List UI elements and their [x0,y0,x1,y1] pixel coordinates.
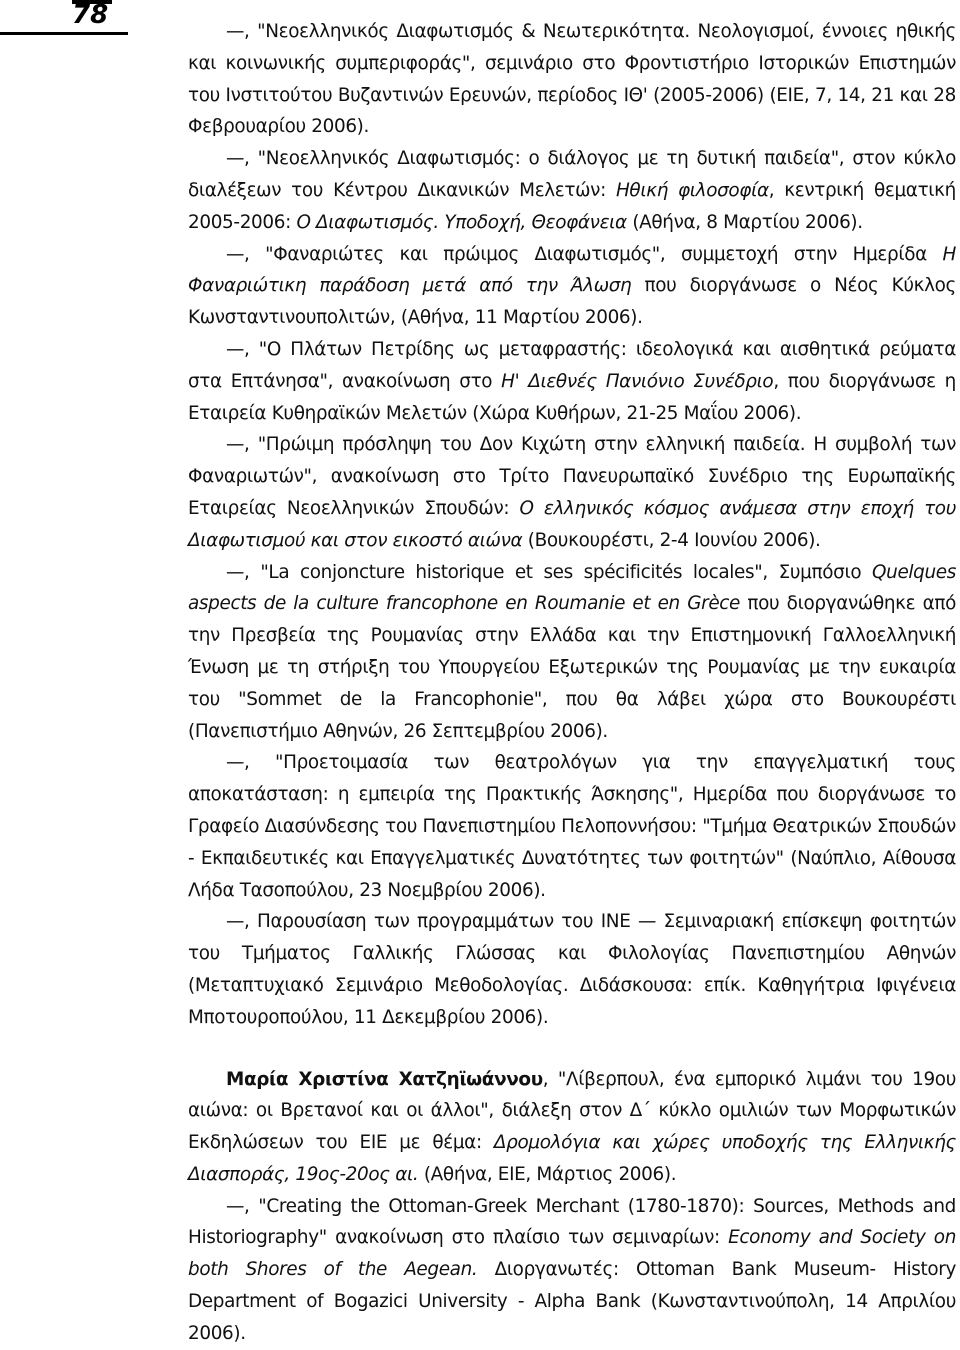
entry-7: —, "Προετοιμασία των θεατρολόγων για την επαγγελματική τους αποκατάσταση: η εμπειρία της Πρακτικής Άσκησης", Ημερίδα που διοργάνωσε το Γραφείο Διασύνδεσης του Πανεπιστημίου Πελοποννήσου: "Τμήμα Θεατρικών Σπουδών - Εκπαιδευτικές και Επαγγελματικές Δυνατότητες των φοιτητών" (Ναύπλιο, Αίθουσα Λήδα Τασοπούλου, 23 Νοεμβρίου 2006). [188,752,956,901]
entry-5: —, "Πρώιμη πρόσληψη του Δον Κιχώτη στην ελληνική παιδεία. Η συμβολή των Φαναριωτών", ανακοίνωση στο Τρίτο Πανευρωπαϊκό Συνέδριο της Ευρωπαϊκής Εταιρείας Νεοελληνικών Σπουδών: Ο ελληνικός κόσμος ανάμεσα στην εποχή του Διαφωτισμού και στον εικοστό αιώνα (Βουκουρέστι, 2-4 Ιουνίου 2006). [188,434,956,551]
author-name: Μαρία Χριστίνα Χατζηϊωάννου [226,1068,543,1090]
page-number: 78 [72,0,109,30]
entry-6: —, "La conjoncture historique et ses spécificités locales", Συμπόσιο Quelques aspects de la culture francophone en Roumanie et en Grèce που διοργανώθηκε από την Πρεσβεία της Ρουμανίας στην Ελλάδα και την Επιστημονική Γαλλοελληνική Ένωση με τη στήριξη του Υπουργείου Εξωτερικών της Ρουμανίας με την ευκαιρία του "Sommet de la Francophonie", που θα λάβει χώρα στο Βουκουρέστι (Πανεπιστήμιο Αθηνών, 26 Σεπτεμβρίου 2006). [188,561,956,742]
entry-4: —, "Ο Πλάτων Πετρίδης ως μεταφραστής: ιδεολογικά και αισθητικά ρεύματα στα Επτάνησα", ανακοίνωση στο Η' Διεθνές Πανιόνιο Συνέδριο, που διοργάνωσε η Εταιρεία Κυθηραϊκών Μελετών (Χώρα Κυθήρων, 21-25 Μαΐου 2006). [188,338,956,424]
bibliography-list [188,16,956,1350]
entry-3: —, "Φαναριώτες και πρώιμος Διαφωτισμός", συμμετοχή στην Ημερίδα Η Φαναριώτικη παράδοση μετά από την Άλωση που διοργάνωσε ο Νέος Κύκλος Κωνσταντινουπολιτών, (Αθήνα, 11 Μαρτίου 2006). [188,243,956,329]
page-number-block [0,0,128,30]
entry-10: —, "Creating the Ottoman-Greek Merchant (1780-1870): Sources, Methods and Historiography" ανακοίνωση στο πλαίσιο των σεμιναρίων: Economy and Society on both Shores of the Aegean. Διοργανωτές: Ottoman Bank Museum- History Department of Bogazici University - Alpha Bank (Κωνσταντινούπολη, 14 Απριλίου 2006). [188,1195,956,1344]
entry-8: —, Παρουσίαση των προγραμμάτων του ΙΝΕ — Σεμιναριακή επίσκεψη φοιτητών του Τμήματος Γαλλικής Γλώσσας και Φιλολογίας Πανεπιστημίου Αθηνών (Μεταπτυχιακό Σεμινάριο Μεθοδολογίας. Διδάσκουσα: επίκ. Καθηγήτρια Ιφιγένεια Μποτουροπούλου, 11 Δεκεμβρίου 2006). [188,911,956,1028]
entry-9: Μαρία Χριστίνα Χατζηϊωάννου, "Λίβερπουλ, ένα εμπορικό λιμάνι του 19ου αιώνα: οι Βρετανοί και οι άλλοι", διάλεξη στον Δ΄ κύκλο ομιλιών των Μορφωτικών Εκδηλώσεων του ΕΙΕ με θέμα: Δρομολόγια και χώρες υποδοχής της Ελληνικής Διασποράς, 19ος-20ος αι. (Αθήνα, ΕΙΕ, Μάρτιος 2006). [188,1068,956,1185]
page-number-bottom-rule [0,32,128,35]
entry-1: —, "Νεοελληνικός Διαφωτισμός & Νεωτερικότητα. Νεολογισμοί, έννοιες ηθικής και κοινωνικής συμπεριφοράς", σεμινάριο στο Φροντιστήριο Ιστορικών Επιστημών του Ινστιτούτου Βυζαντινών Ερευνών, περίοδος ΙΘ' (2005-2006) (ΕΙΕ, 7, 14, 21 και 28 Φεβρουαρίου 2006). [188,21,956,138]
entry-2: —, "Νεοελληνικός Διαφωτισμός: ο διάλογος με τη δυτική παιδεία", στον κύκλο διαλέξεων του Κέντρου Δικανικών Μελετών: Ηθική φιλοσοφία, κεντρική θεματική 2005-2006: Ο Διαφωτισμός. Υποδοχή, Θεοφάνεια (Αθήνα, 8 Μαρτίου 2006). [188,148,956,233]
